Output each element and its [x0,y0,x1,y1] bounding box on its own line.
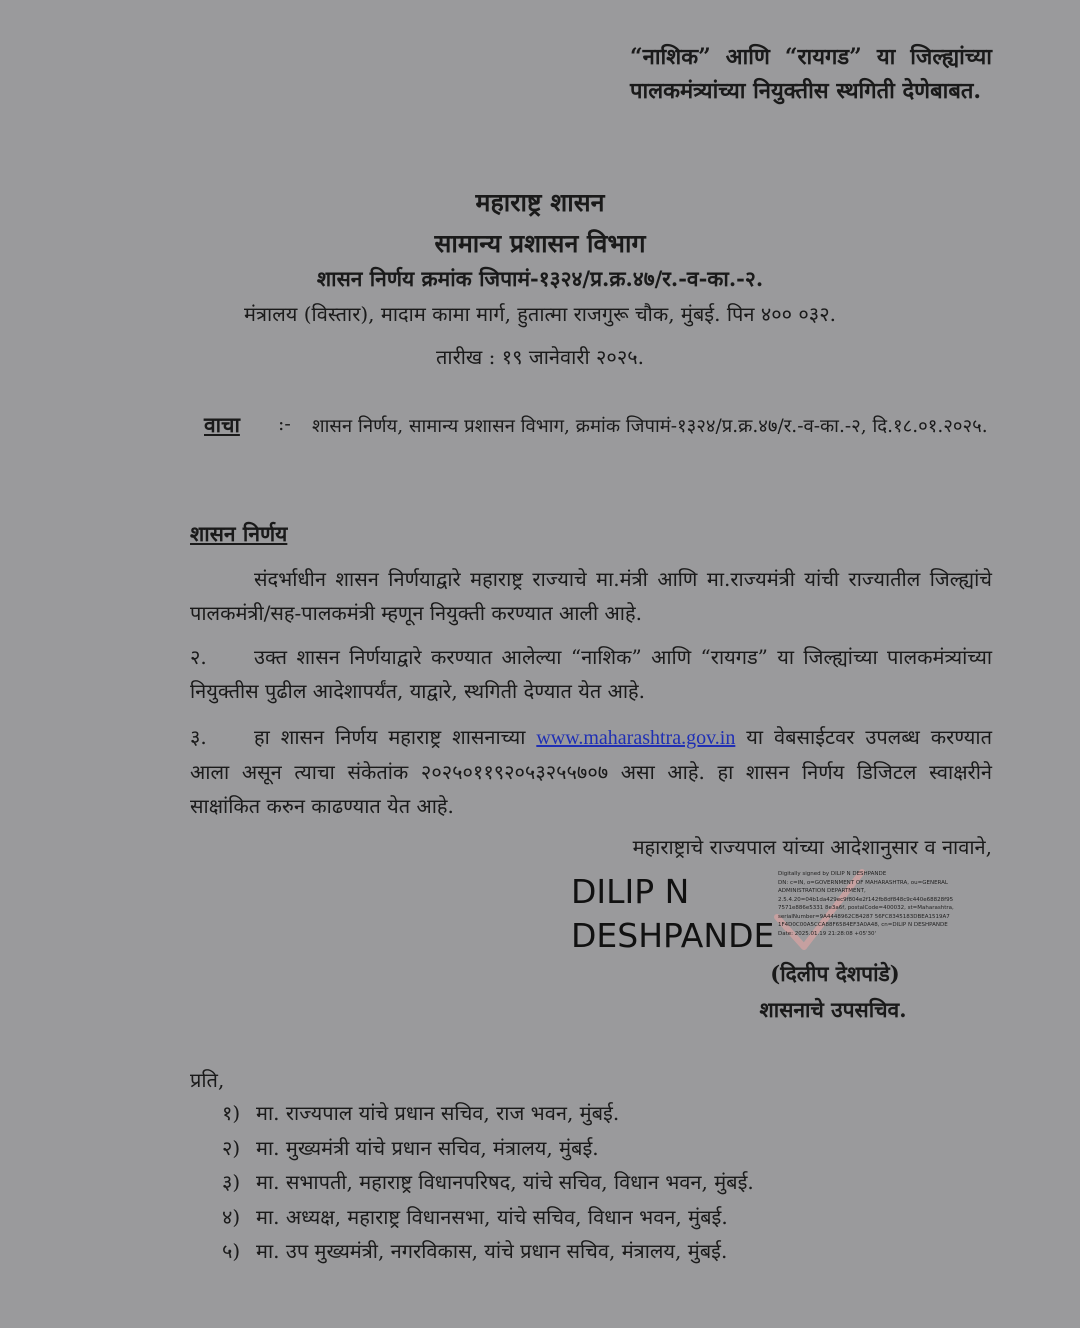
signature-meta-line: Date: 2025.01.19 21:28:08 +05'30' [778,930,877,937]
signature-meta-line: Digitally signed by DILIP N DESHPANDE [778,871,887,877]
signature-meta-line: 7571e886e5331 8e3a6f, postalCode=400032, st=Maharashtra, [778,905,954,911]
reference-label: वाचा [204,412,240,437]
decision-paragraph-1: संदर्भाधीन शासन निर्णयाद्वारे महाराष्ट्र राज्याचे मा.मंत्री आणि मा.राज्यमंत्री यांची राज्यातील जिल्ह्यांचे पालकमंत्री/सह-पालकमंत्री म्हणून नियुक्ती करण्यात आली आहे. [190,567,992,625]
gr-number: शासन निर्णय क्रमांक जिपामं-१३२४/प्र.क्र.४७/र.-व-का.-२. [316,266,764,291]
list-item-number: ४) [222,1204,241,1229]
paragraph-text: उक्त शासन निर्णयाद्वारे करण्यात आलेल्या “नाशिक” आणि “रायगड” या जिल्ह्यांच्या पालकमंत्र्यांच्या नियुक्तीस पुढील आदेशापर्यंत, याद्वारे, स्थगिती देण्यात येत आहे. [190,645,992,703]
list-item-number: ३) [222,1170,241,1194]
list-item-text: मा. उप मुख्यमंत्री, नगरविकास, यांचे प्रधान सचिव, मंत्रालय, मुंबई. [256,1239,728,1263]
list-item [222,1096,754,1131]
signature-meta-line: serialNumber=9A4448962CB4287 56FC8345183DBEA1519A7 [778,913,950,920]
website-link[interactable]: www.maharashtra.gov.in [536,727,736,749]
list-item-number: २) [222,1135,241,1160]
order-line: महाराष्ट्राचे राज्यपाल यांच्या आदेशानुसार व नावाने, [632,835,992,859]
office-address: मंत्रालय (विस्तार), मादाम कामा मार्ग, हुतात्मा राजगुरू चौक, मुंबई. पिन ४०० ०३२. [244,302,836,326]
paragraph-number: ३. [190,725,207,749]
signer-name-line-2: DESHPANDE [571,916,775,955]
subject-text: “नाशिक” आणि “रायगड” या जिल्ह्यांच्या पालकमंत्र्यांच्या नियुक्तीस स्थगिती देणेबाबत. [630,44,992,104]
government-heading: महाराष्ट्र शासन [475,188,605,217]
list-item-number: १) [222,1101,241,1125]
recipients-label: प्रति, [190,1068,225,1092]
list-item-text: मा. मुख्यमंत्री यांचे प्रधान सचिव, मंत्रालय, मुंबई. [256,1135,599,1160]
department-heading: सामान्य प्रशासन विभाग [434,229,646,258]
digital-signature-name [571,870,774,958]
list-item-number: ५) [222,1239,241,1263]
digital-signature-details [778,870,1008,950]
order-date: तारीख : १९ जानेवारी २०२५. [435,345,644,369]
decision-paragraph-3 [190,720,992,823]
paragraph-text-start: हा शासन निर्णय महाराष्ट्र शासनाच्या [254,725,526,749]
list-item [222,1131,754,1166]
signer-designation: शासनाचे उपसचिव. [759,997,907,1022]
paragraph-text-end: या वेबसाईटवर उपलब्ध करण्यात आला असून त्याचा संकेतांक २०२५०११९२०५३२५५७०७ असा आहे. हा शासन निर्णय डिजिटल स्वाक्षरीने साक्षांकित करुन काढण्यात येत आहे. [190,725,992,818]
signature-meta-line: ADMINISTRATION DEPARTMENT, [778,888,866,894]
recipients-list [222,1096,754,1269]
decision-title: शासन निर्णय [190,521,288,546]
list-item [222,1200,754,1235]
list-item-text: मा. सभापती, महाराष्ट्र विधानपरिषद, यांचे सचिव, विधान भवन, मुंबई. [256,1170,754,1194]
reference-text: शासन निर्णय, सामान्य प्रशासन विभाग, क्रमांक जिपामं-१३२४/प्र.क्र.४७/र.-व-का.-२, दि.१८.०१.२०२५. [312,416,988,437]
signer-name-line-1: DILIP N [571,872,690,911]
list-item-text: मा. अध्यक्ष, महाराष्ट्र विधानसभा, यांचे सचिव, विधान भवन, मुंबई. [256,1204,728,1229]
signature-meta-line: 1F4D0C00A5CCA88F6584EF3A0A48, cn=DILIP N DESHPANDE [778,922,948,928]
paragraph-number: २. [190,645,207,669]
signature-meta-line: DN: c=IN, o=GOVERNMENT OF MAHARASHTRA, ou=GENERAL [778,879,948,886]
list-item [222,1165,754,1200]
signer-name-marathi: (दिलीप देशपांडे) [770,961,900,986]
list-item [222,1234,754,1269]
decision-paragraph-2 [190,640,992,708]
signature-meta-line: 2.5.4.20=04b1da429ec9f804e2f142fb8df848c9c440e68828f95 [778,896,954,903]
reference-separator: :- [278,413,291,435]
list-item-text: मा. राज्यपाल यांचे प्रधान सचिव, राज भवन, मुंबई. [256,1101,620,1125]
